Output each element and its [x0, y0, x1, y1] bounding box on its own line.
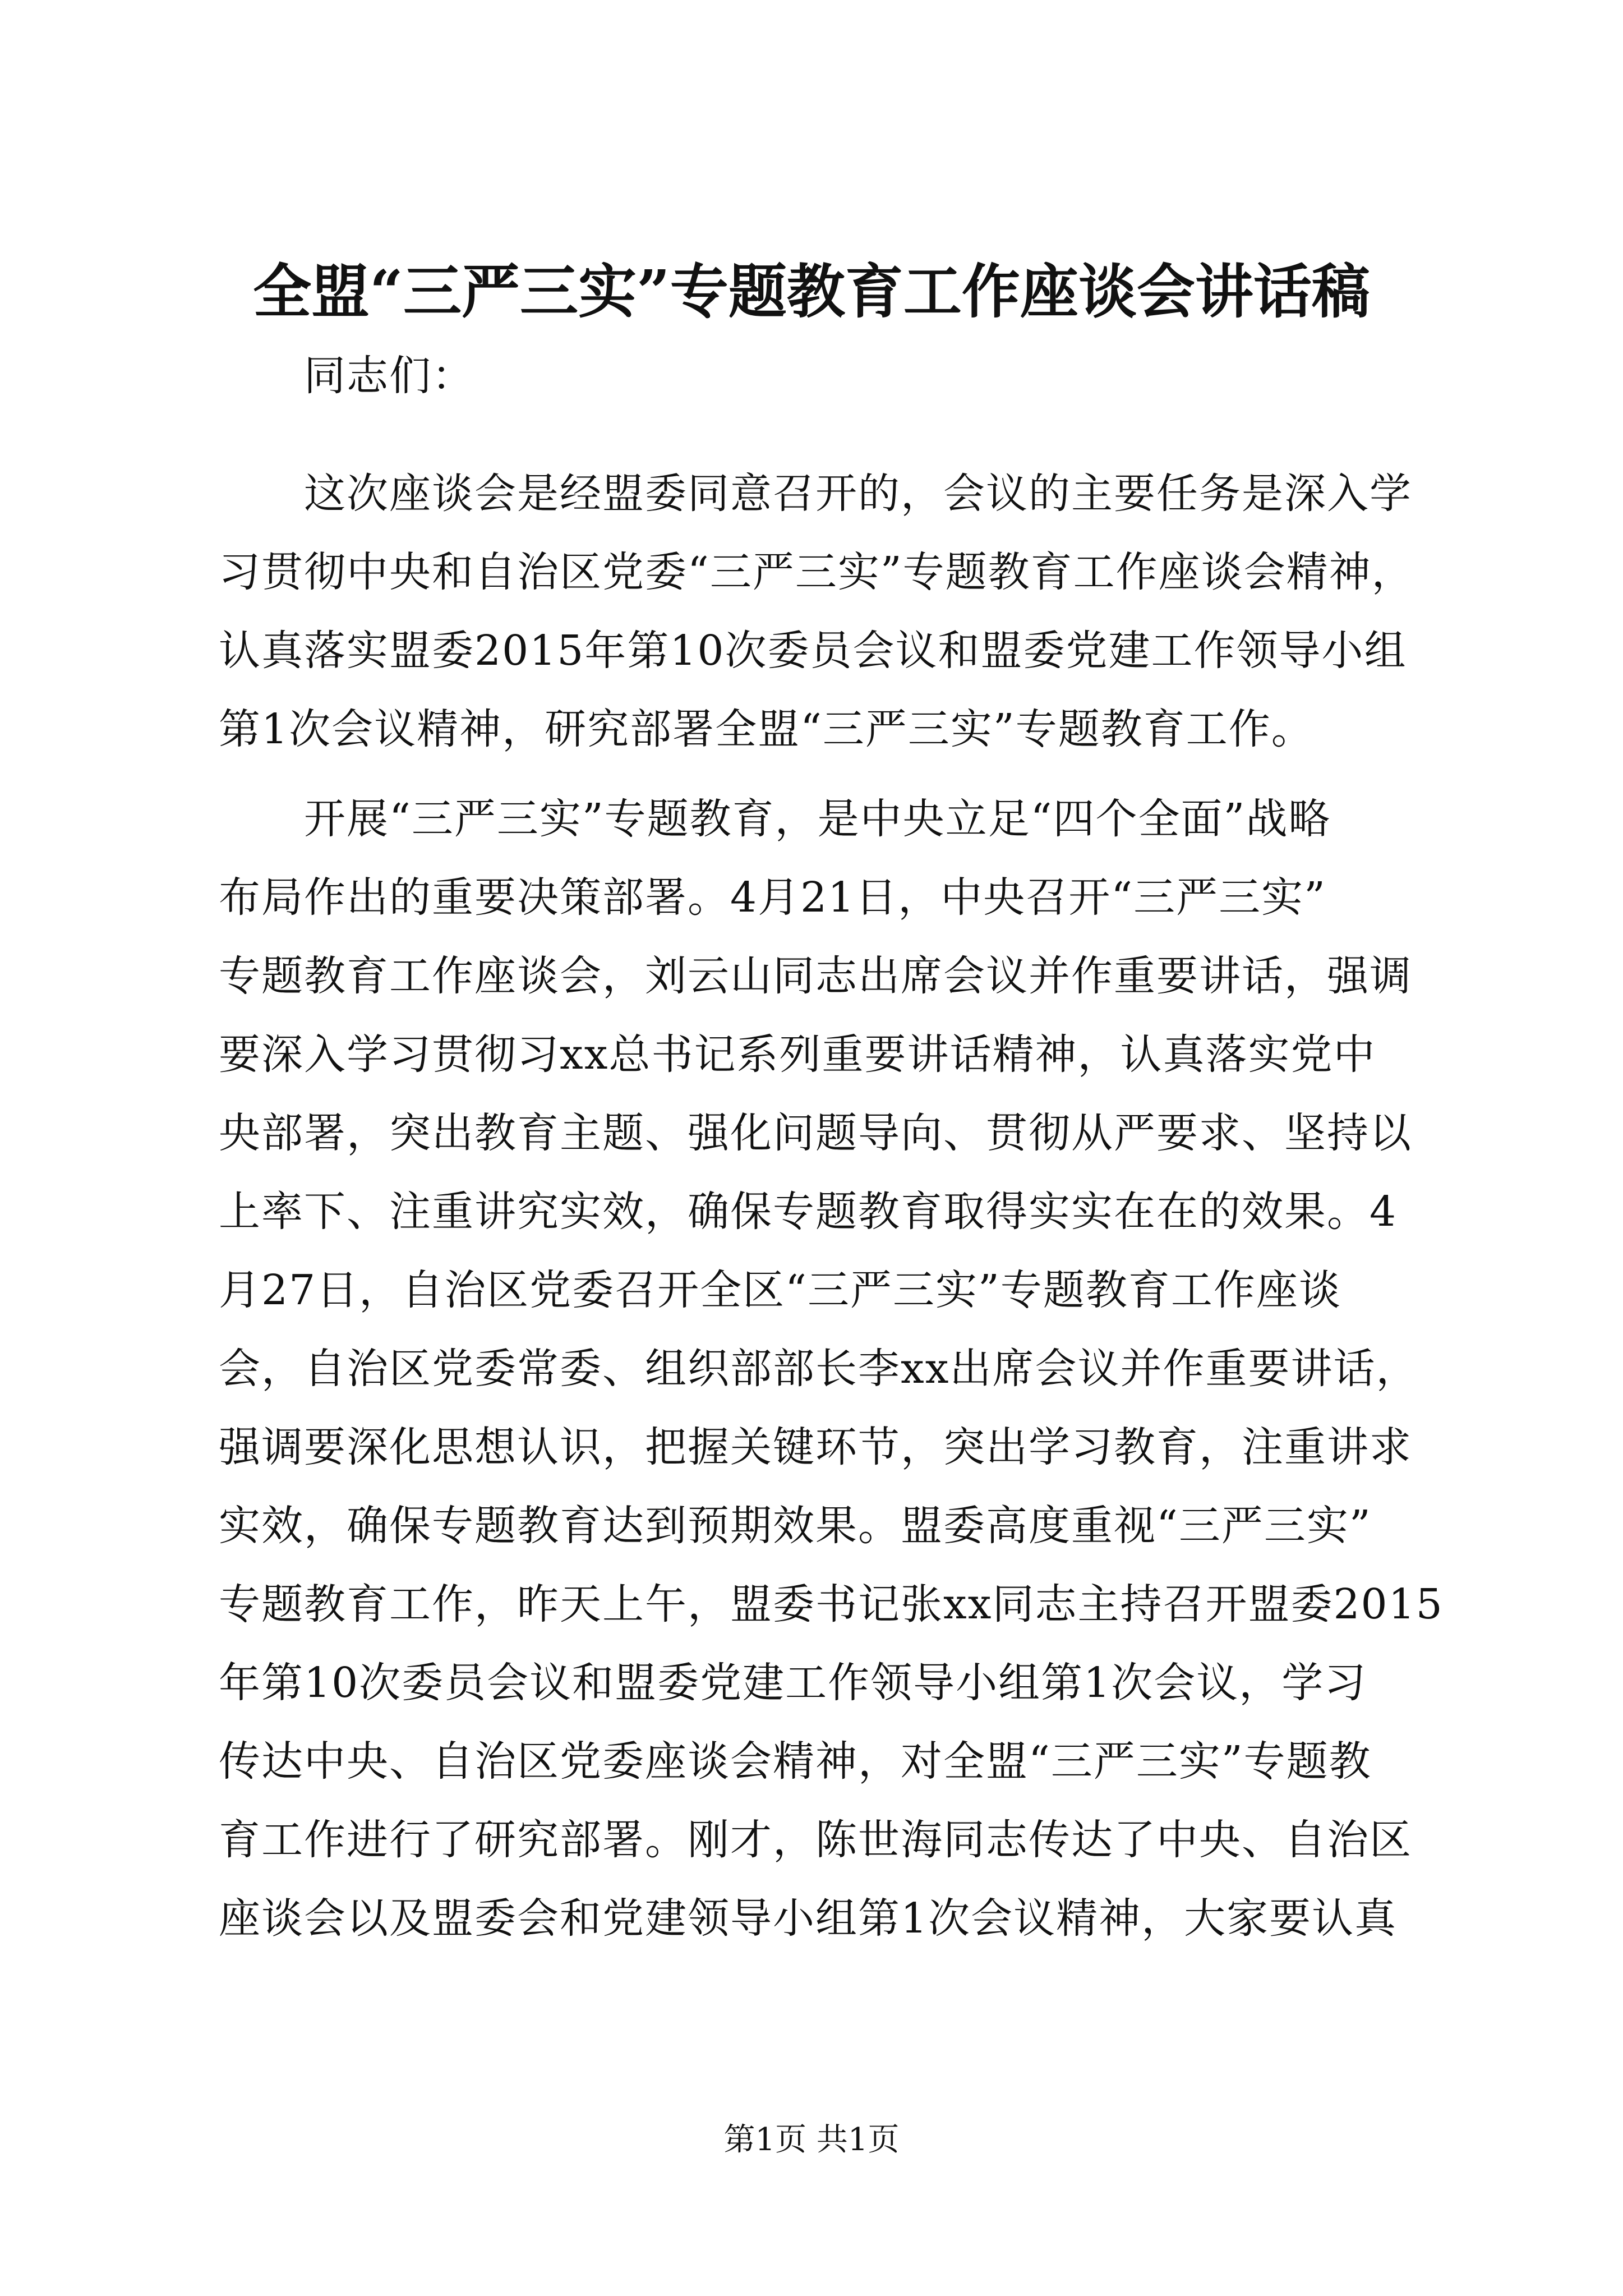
body-line: 布局作出的重要决策部署。4月21日，中央召开“三严三实”	[219, 873, 1326, 922]
document-title: 全盟“三严三实”专题教育工作座谈会讲话稿	[253, 257, 1370, 326]
body-line: 实效，确保专题教育达到预期效果。盟委高度重视“三严三实”	[219, 1502, 1372, 1550]
body-line: 专题教育工作，昨天上午，盟委书记张xx同志主持召开盟委2015	[219, 1580, 1444, 1628]
body-line: 月27日，自治区党委召开全区“三严三实”专题教育工作座谈	[219, 1266, 1341, 1314]
body-line: 专题教育工作座谈会，刘云山同志出席会议并作重要讲话，强调	[219, 952, 1412, 1000]
body-line: 认真落实盟委2015年第10次委员会议和盟委党建工作领导小组	[219, 627, 1407, 675]
body-line: 同志们：	[219, 352, 474, 400]
body-line: 上率下、注重讲究实效，确保专题教育取得实实在在的效果。4	[219, 1188, 1398, 1236]
body-line: 座谈会以及盟委会和党建领导小组第1次会议精神，大家要认真	[219, 1894, 1398, 1943]
body-line: 年第10次委员会议和盟委党建工作领导小组第1次会议，学习	[219, 1659, 1367, 1707]
body-line: 央部署，突出教育主题、强化问题导向、贯彻从严要求、坚持以	[219, 1109, 1412, 1157]
page-footer: 第1页 共1页	[723, 2122, 900, 2158]
body-line: 育工作进行了研究部署。刚才，陈世海同志传达了中央、自治区	[219, 1816, 1412, 1864]
body-line: 要深入学习贯彻习xx总书记系列重要讲话精神，认真落实党中	[219, 1030, 1376, 1079]
body-line: 这次座谈会是经盟委同意召开的，会议的主要任务是深入学	[219, 470, 1412, 518]
body-line: 会，自治区党委常委、组织部部长李xx出席会议并作重要讲话，	[219, 1345, 1419, 1393]
body-line: 传达中央、自治区党委座谈会精神，对全盟“三严三实”专题教	[219, 1737, 1372, 1786]
body-line: 习贯彻中央和自治区党委“三严三实”专题教育工作座谈会精神，	[219, 548, 1414, 596]
body-line: 开展“三严三实”专题教育，是中央立足“四个全面”战略	[219, 795, 1331, 843]
body-line: 强调要深化思想认识，把握关键环节，突出学习教育，注重讲求	[219, 1423, 1412, 1471]
body-line: 第1次会议精神，研究部署全盟“三严三实”专题教育工作。	[219, 705, 1314, 753]
